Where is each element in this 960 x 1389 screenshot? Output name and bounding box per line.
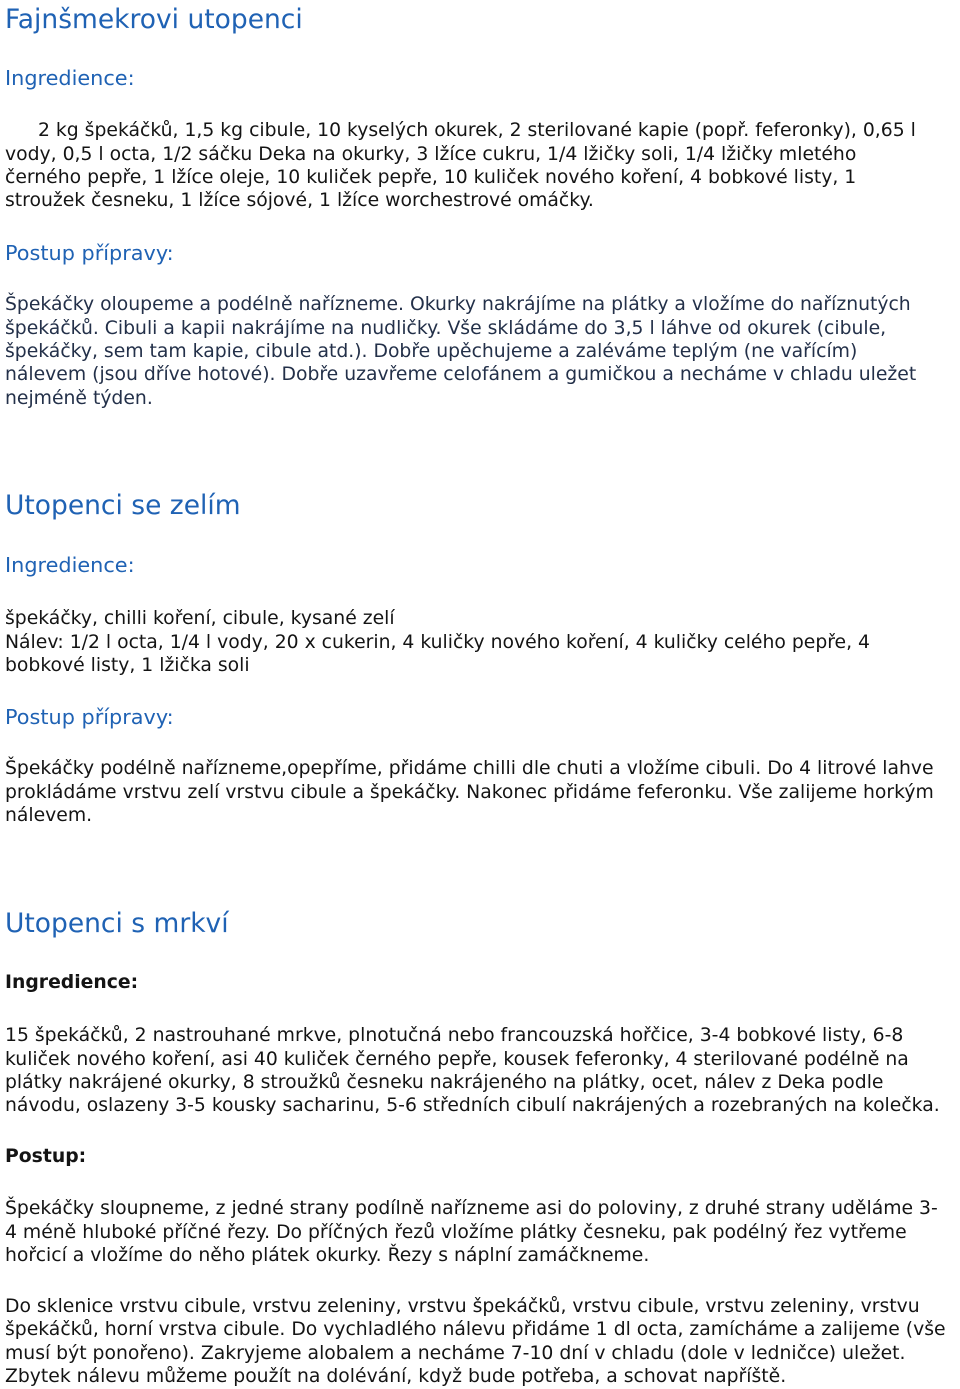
text-line: musí být ponořeno). Zakryjeme alobalem a necháme 7-10 dní v chladu (dole v ledničce) uležet.: [5, 1342, 906, 1364]
ingredients-text: [5, 1024, 940, 1118]
text-line: špekáčků, horní vrstva cibule. Do vychladlého nálevu přidáme 1 dl octa, zamícháme a zalijeme (vše: [5, 1319, 946, 1341]
method-text: [5, 757, 934, 827]
recipe-title: Fajnšmekrovi utopenci: [5, 4, 303, 35]
ingredients-text: [5, 119, 916, 213]
text-line: bobkové listy, 1 lžička soli: [5, 655, 250, 677]
method-text: [5, 1295, 946, 1389]
ingredients-text: [5, 607, 870, 677]
method-heading: Postup:: [5, 1146, 87, 1167]
text-line: špekáčky, sem tam kapie, cibule atd.). Dobře upěchujeme a zaléváme teplým (ne vařícím): [5, 341, 858, 363]
text-line: Špekáčky oloupeme a podélně nařízneme. Okurky nakrájíme na plátky a vložíme do naříznutých: [5, 294, 911, 316]
text-line: špekáčků. Cibuli a kapii nakrájíme na nudličky. Vše skládáme do 3,5 l láhve od okurek (cibule,: [5, 317, 887, 339]
text-line: 15 špekáčků, 2 nastrouhané mrkve, plnotučná nebo francouzská hořčice, 3-4 bobkové listy, 6-8: [5, 1025, 904, 1047]
text-line: 2 kg špekáčků, 1,5 kg cibule, 10 kyselých okurek, 2 sterilované kapie (popř. feferonky), 0,65 l: [38, 120, 916, 142]
text-line: Špekáčky podélně nařízneme,opepříme, přidáme chilli dle chuti a vložíme cibuli. Do 4 litrové lahve: [5, 758, 934, 780]
text-line: stroužek česneku, 1 lžíce sójové, 1 lžíce worchestrové omáčky.: [5, 190, 594, 212]
text-line: černého pepře, 1 lžíce oleje, 10 kuliček pepře, 10 kuliček nového koření, 4 bobkové listy, 1: [5, 167, 857, 189]
text-line: kuliček nového koření, asi 40 kuliček černého pepře, kousek feferonky, 4 sterilované podélně na: [5, 1048, 909, 1070]
text-line: hořcicí a vložíme do něho plátek okurky. Řezy s náplní zamáčkneme.: [5, 1245, 650, 1267]
method-text: [5, 1197, 938, 1267]
ingredients-heading: Ingredience:: [5, 553, 135, 577]
text-line: nálevem (jsou dříve hotové). Dobře uzavřeme celofánem a gumičkou a necháme v chladu uležet: [5, 364, 917, 386]
text-line: prokládáme vrstvu zelí vrstvu cibule a špekáčky. Nakonec přidáme feferonku. Vše zalijeme horkým: [5, 781, 934, 803]
text-line: návodu, oslazeny 3-5 kousky sacharinu, 5-6 středních cibulí nakrájených a rozebraných na kolečka.: [5, 1095, 940, 1117]
text-line: Nálev: 1/2 l octa, 1/4 l vody, 20 x cukerin, 4 kuličky nového koření, 4 kuličky celého pepře, 4: [5, 631, 870, 653]
text-line: nejméně týden.: [5, 387, 153, 409]
text-line: vody, 0,5 l octa, 1/2 sáčku Deka na okurky, 3 lžíce cukru, 1/4 lžičky soli, 1/4 lžičky mletého: [5, 143, 857, 165]
text-line: Špekáčky sloupneme, z jedné strany podílně nařízneme asi do poloviny, z druhé strany uděláme 3-: [5, 1198, 938, 1220]
recipe-title: Utopenci se zelím: [5, 490, 241, 521]
text-line: Do sklenice vrstvu cibule, vrstvu zeleniny, vrstvu špekáčků, vrstvu cibule, vrstvu zeleniny, vrstvu: [5, 1296, 920, 1317]
method-heading: Postup přípravy:: [5, 705, 174, 729]
method-heading: Postup přípravy:: [5, 241, 174, 265]
ingredients-heading: Ingredience:: [5, 972, 139, 993]
text-line: špekáčky, chilli koření, cibule, kysané zelí: [5, 608, 395, 630]
text-line: 4 méně hluboké příčné řezy. Do příčných řezů vložíme plátky česneku, pak podélný řez vytřeme: [5, 1221, 907, 1243]
recipe-title: Utopenci s mrkví: [5, 908, 229, 939]
method-text: [5, 293, 916, 410]
text-line: Zbytek nálevu můžeme použít na dolévání, když bude potřeba, a schovat napříště.: [5, 1366, 787, 1388]
ingredients-heading: Ingredience:: [5, 66, 135, 90]
text-line: plátky nakrájené okurky, 8 stroužků česneku nakrájeného na plátky, ocet, nálev z Deka podle: [5, 1072, 884, 1094]
text-line: nálevem.: [5, 805, 93, 827]
